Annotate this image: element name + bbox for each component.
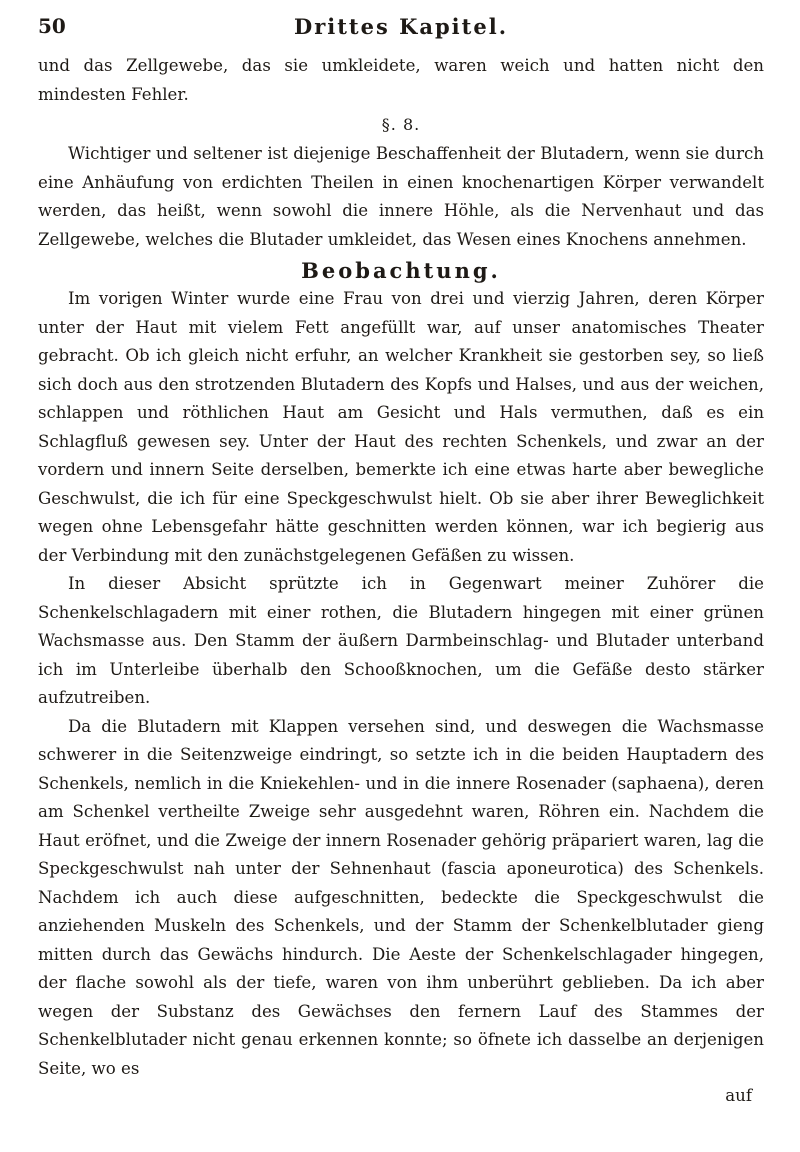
paragraph-dissection: Da die Blutadern mit Klappen versehen sind, und deswegen die Wachsmasse schwerer in die Seitenzweige eindringt, so setzte ich in die beiden Hauptadern des Schenkels, nemlich in die Kniekehlen- und in die innere Rosenader (saphaena), deren am Schenkel vertheilte Zweige sehr ausgedehnt waren, Röhren ein. Nachdem die Haut eröfnet, und die Zweige der innern Rosenader gehörig präpariert waren, lag die Speckgeschwulst nah unter der Sehnenhaut (fascia aponeurotica) des Schenkels. Nachdem ich auch diese aufgeschnitten, bedeckte die Speckgeschwulst die anziehenden Muskeln des Schenkels, und der Stamm der Schenkelblutader gieng mitten durch das Gewächs hindurch. Die Aeste der Schenkelschlagader hingegen, der flache sowohl als der tiefe, waren von ihm unberührt geblieben. Da ich aber wegen der Substanz des Gewächses den fernern Lauf des Stammes der Schenkelblutader nicht genau erkennen konnte; so öfnete ich dasselbe an derjenigen Seite, wo es bbox=[38, 716, 764, 1078]
paragraph-observation: Im vorigen Winter wurde eine Frau von drei und vierzig Jahren, deren Körper unter der Haut mit vielem Fett angefüllt war, auf unser anatomisches Theater gebracht. Ob ich gleich nicht erfuhr, an welcher Krankheit sie gestorben sey, so ließ sich doch aus den strotzenden Blutadern des Kopfs und Halses, und aus der weichen, schlappen und röthlichen Haut am Gesicht und Hals vermuthen, daß es ein Schlagfluß gewesen sey. Unter der Haut des rechten Schenkels, und zwar an der vordern und innern Seite derselben, bemerkte ich eine etwas harte aber bewegliche Geschwulst, die ich für eine Speckgeschwulst hielt. Ob sie aber ihrer Beweglichkeit wegen ohne Lebensgefahr hätte geschnitten werden können, war ich begierig aus der Verbindung mit den zunächstgelegenen Gefäßen zu wissen. bbox=[38, 289, 764, 565]
paragraph-section-intro: Wichtiger und seltener ist diejenige Beschaffenheit der Blutadern, wenn sie durch eine Anhäufung von erdichten Theilen in einen knochenartigen Körper verwandelt werden, das heißt, wenn sowohl die innere Höhle, als die Nervenhaut und das Zellgewebe, welches die Blutader umkleidet, das Wesen eines Knochens annehmen. bbox=[38, 144, 764, 249]
paragraph-continuation: und das Zellgewebe, das sie umkleidete, waren weich und hatten nicht den mindesten Fehler. bbox=[38, 56, 764, 104]
section-number: §. 8. bbox=[381, 115, 421, 134]
page-number: 50 bbox=[38, 14, 66, 38]
paragraph-injection: In dieser Absicht sprützte ich in Gegenwart meiner Zuhörer die Schenkelschlagadern mit einer rothen, die Blutadern hingegen mit einer grünen Wachsmasse aus. Den Stamm der äußern Darmbeinschlag- und Blutader unterband ich im Unterleibe überhalb den Schooßknochen, um die Gefäße desto stärker aufzutreiben. bbox=[38, 574, 764, 707]
page-header bbox=[38, 14, 764, 44]
catchword: auf bbox=[725, 1086, 752, 1105]
running-head: Drittes Kapitel. bbox=[293, 14, 509, 39]
subheading-observation: Beobachtung. bbox=[301, 258, 501, 283]
